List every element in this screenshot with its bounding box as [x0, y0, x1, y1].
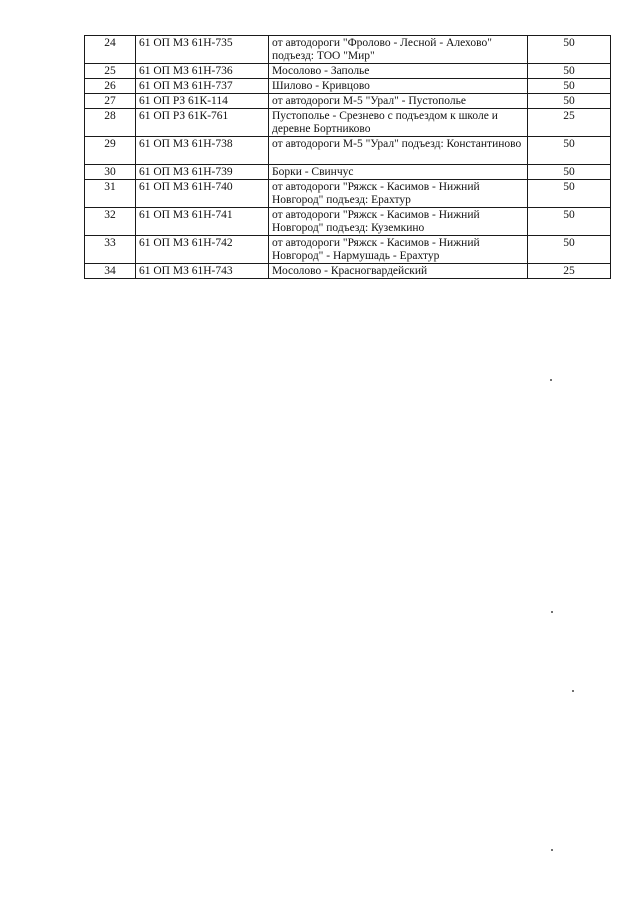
row-number: 30 — [85, 165, 136, 180]
road-value: 50 — [528, 79, 611, 94]
road-value: 50 — [528, 208, 611, 236]
road-id-code: 61 ОП РЗ 61К-761 — [136, 109, 269, 137]
road-id-code: 61 ОП МЗ 61Н-742 — [136, 236, 269, 264]
table-row — [85, 64, 611, 79]
row-number: 29 — [85, 137, 136, 165]
road-value: 50 — [528, 36, 611, 64]
roads-table — [84, 35, 611, 279]
table-row — [85, 79, 611, 94]
road-id-code: 61 ОП МЗ 61Н-738 — [136, 137, 269, 165]
road-name: Борки - Свинчус — [269, 165, 528, 180]
row-number: 34 — [85, 264, 136, 279]
table-row — [85, 165, 611, 180]
road-id-code: 61 ОП МЗ 61Н-743 — [136, 264, 269, 279]
road-name: от автодороги "Ряжск - Касимов - Нижний Новгород" подъезд: Ерахтур — [269, 180, 528, 208]
road-id-code: 61 ОП МЗ 61Н-737 — [136, 79, 269, 94]
road-name: Мосолово - Красногвардейский — [269, 264, 528, 279]
row-number: 24 — [85, 36, 136, 64]
table-row — [85, 264, 611, 279]
row-number: 33 — [85, 236, 136, 264]
row-number: 32 — [85, 208, 136, 236]
scan-speck — [551, 611, 553, 613]
road-value: 50 — [528, 64, 611, 79]
table-row — [85, 208, 611, 236]
road-value: 50 — [528, 236, 611, 264]
road-name: от автодороги М-5 "Урал" подъезд: Константиново — [269, 137, 528, 165]
row-number: 31 — [85, 180, 136, 208]
row-number: 28 — [85, 109, 136, 137]
road-id-code: 61 ОП РЗ 61К-114 — [136, 94, 269, 109]
scan-speck — [572, 690, 574, 692]
road-id-code: 61 ОП МЗ 61Н-740 — [136, 180, 269, 208]
row-number: 26 — [85, 79, 136, 94]
road-value: 50 — [528, 94, 611, 109]
road-name: Шилово - Кривцово — [269, 79, 528, 94]
road-value: 25 — [528, 264, 611, 279]
table-row — [85, 236, 611, 264]
road-name: Пустополье - Срезнево с подъездом к школе и деревне Бортниково — [269, 109, 528, 137]
road-name: Мосолово - Заполье — [269, 64, 528, 79]
road-value: 50 — [528, 137, 611, 165]
scan-speck — [550, 379, 552, 381]
road-value: 25 — [528, 109, 611, 137]
road-id-code: 61 ОП МЗ 61Н-735 — [136, 36, 269, 64]
table-row — [85, 36, 611, 64]
road-name: от автодороги "Ряжск - Касимов - Нижний Новгород" подъезд: Куземкино — [269, 208, 528, 236]
road-value: 50 — [528, 180, 611, 208]
road-name: от автодороги "Фролово - Лесной - Алехово" подъезд: ТОО "Мир" — [269, 36, 528, 64]
road-name: от автодороги М-5 "Урал" - Пустополье — [269, 94, 528, 109]
table-row — [85, 109, 611, 137]
table-row — [85, 137, 611, 165]
road-name: от автодороги "Ряжск - Касимов - Нижний Новгород" - Нармушадь - Ерахтур — [269, 236, 528, 264]
row-number: 25 — [85, 64, 136, 79]
road-value: 50 — [528, 165, 611, 180]
scan-speck — [551, 849, 553, 851]
row-number: 27 — [85, 94, 136, 109]
table-row — [85, 180, 611, 208]
road-id-code: 61 ОП МЗ 61Н-736 — [136, 64, 269, 79]
road-id-code: 61 ОП МЗ 61Н-741 — [136, 208, 269, 236]
table-row — [85, 94, 611, 109]
road-id-code: 61 ОП МЗ 61Н-739 — [136, 165, 269, 180]
